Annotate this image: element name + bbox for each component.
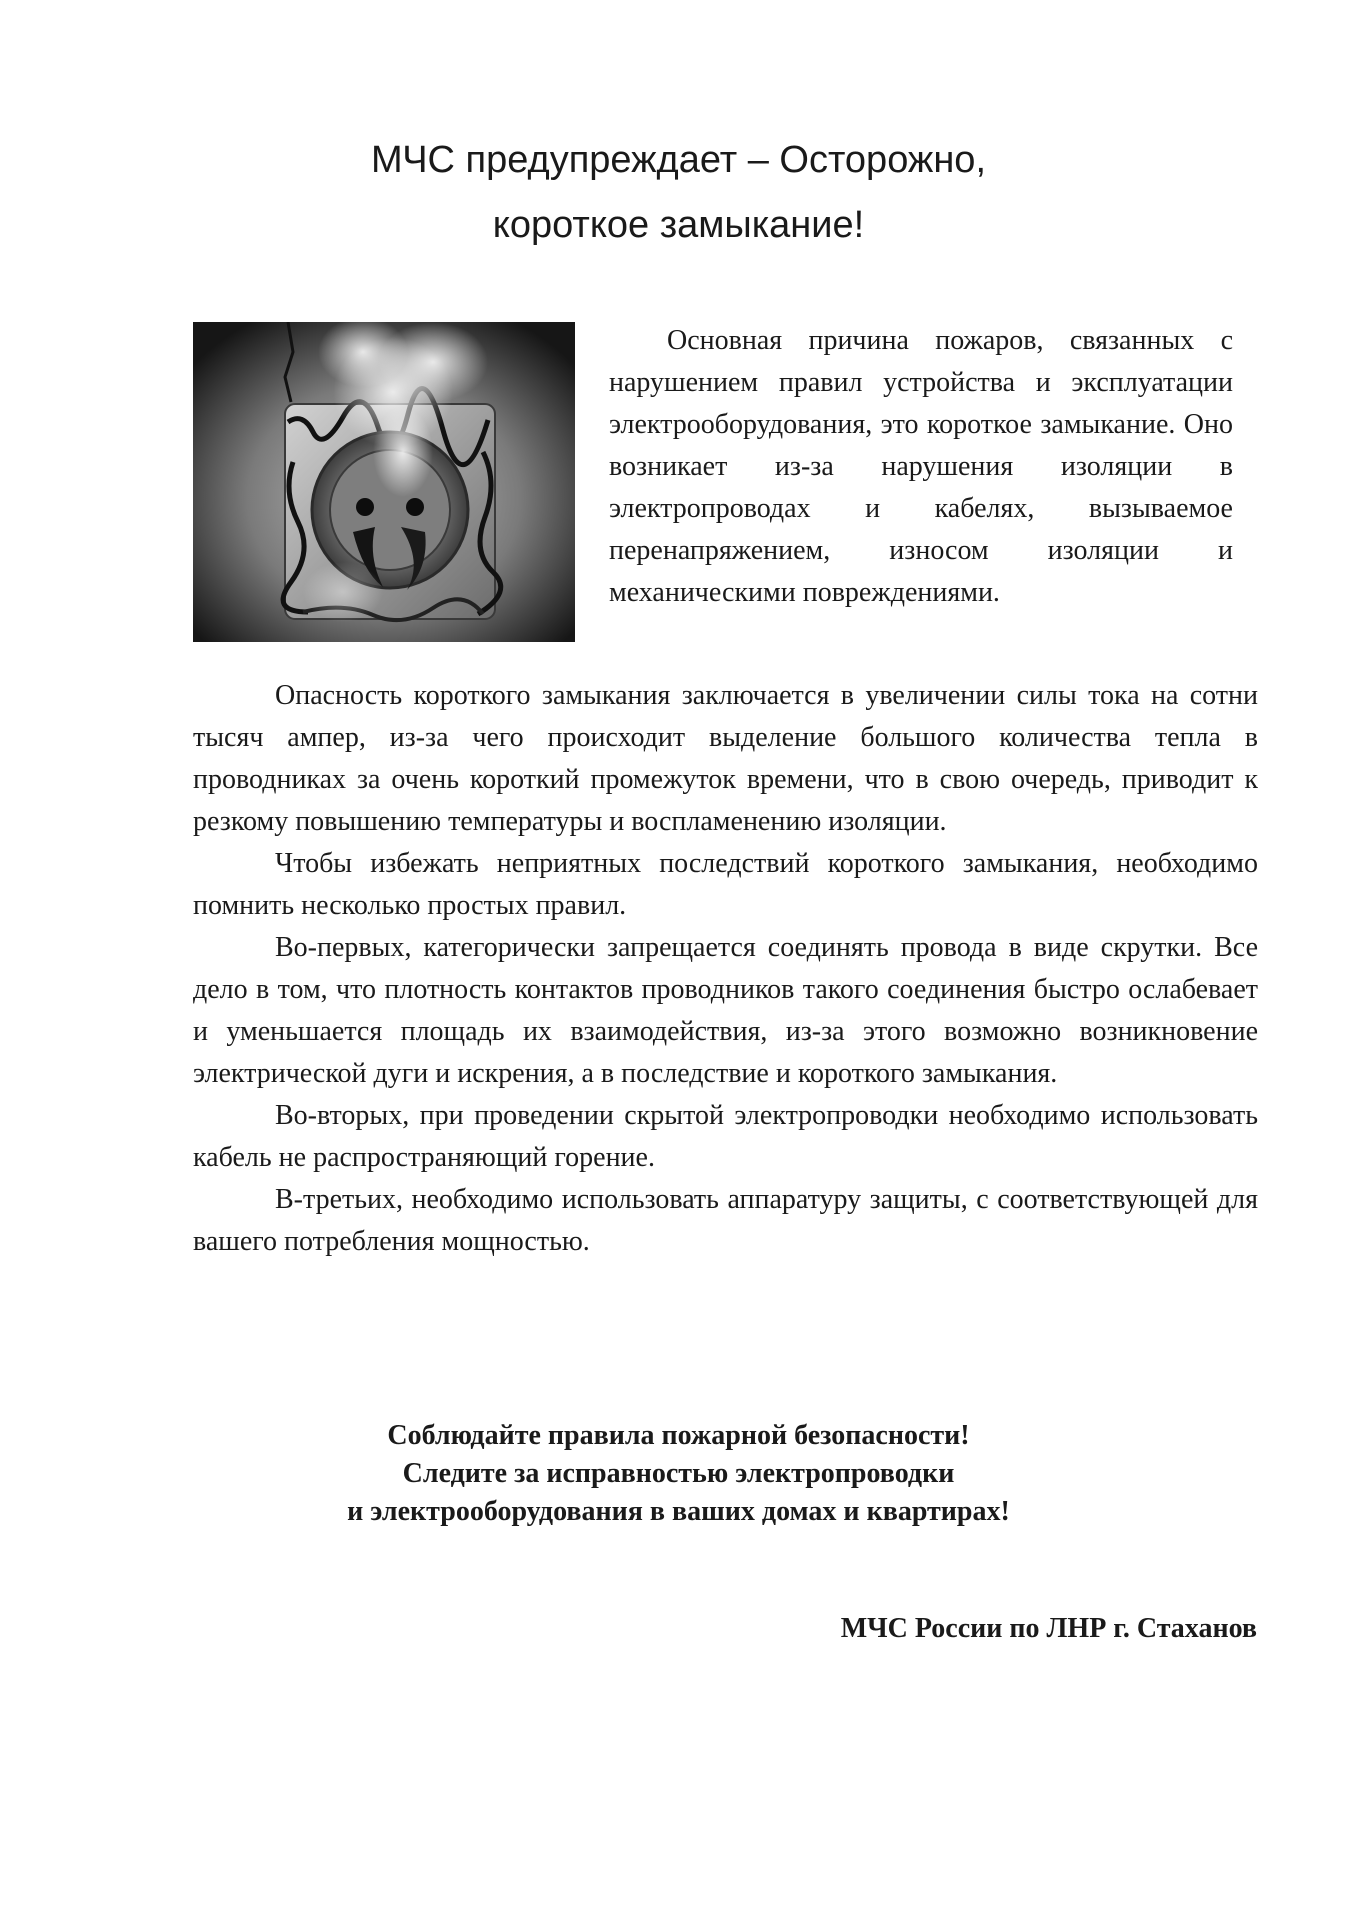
burnt-socket-image xyxy=(193,322,575,642)
paragraph-rules-intro: Чтобы избежать неприятных последствий короткого замыкания, необходимо помнить несколько простых правил. xyxy=(193,848,1258,921)
slogan-line-1: Соблюдайте правила пожарной безопасности! xyxy=(387,1420,970,1451)
intro-paragraph-block xyxy=(609,320,1233,614)
page-title xyxy=(0,128,1357,258)
intro-paragraph: Основная причина пожаров, связанных с нарушением правил устройства и эксплуатации электрооборудования, это короткое замыкание. Оно возникает из-за нарушения изоляции в электропроводах и кабелях, вызываемое перенапряжением, износом изоляции и механическими повреждениями. xyxy=(609,325,1233,608)
page-title-line-2: короткое замыкание! xyxy=(492,204,865,246)
slogan-line-2: Следите за исправностью электропроводки xyxy=(402,1458,955,1489)
safety-slogan xyxy=(0,1417,1357,1531)
signature: МЧС России по ЛНР г. Стаханов xyxy=(840,1613,1257,1644)
paragraph-rule-second: Во-вторых, при проведении скрытой электропроводки необходимо использовать кабель не распространяющий горение. xyxy=(193,1100,1258,1173)
slogan-line-3: и электрооборудования в ваших домах и квартирах! xyxy=(347,1496,1010,1527)
paragraph-danger: Опасность короткого замыкания заключается в увеличении силы тока на сотни тысяч ампер, из-за чего происходит выделение большого количества тепла в проводниках за очень короткий промежуток времени, что в свою очередь, приводит к резкому повышению температуры и воспламенению изоляции. xyxy=(193,680,1258,837)
paragraph-rule-first: Во-первых, категорически запрещается соединять провода в виде скрутки. Все дело в том, что плотность контактов проводников такого соединения быстро ослабевает и уменьшается площадь их взаимодействия, из-за этого возможно возникновение электрической дуги и искрения, а в последствие и короткого замыкания. xyxy=(193,932,1258,1089)
paragraph-rule-third: В-третьих, необходимо использовать аппаратуру защиты, с соответствующей для вашего потребления мощностью. xyxy=(193,1184,1258,1257)
page-title-line-1: МЧС предупреждает – Осторожно, xyxy=(370,139,986,181)
main-text-block xyxy=(193,675,1258,1263)
